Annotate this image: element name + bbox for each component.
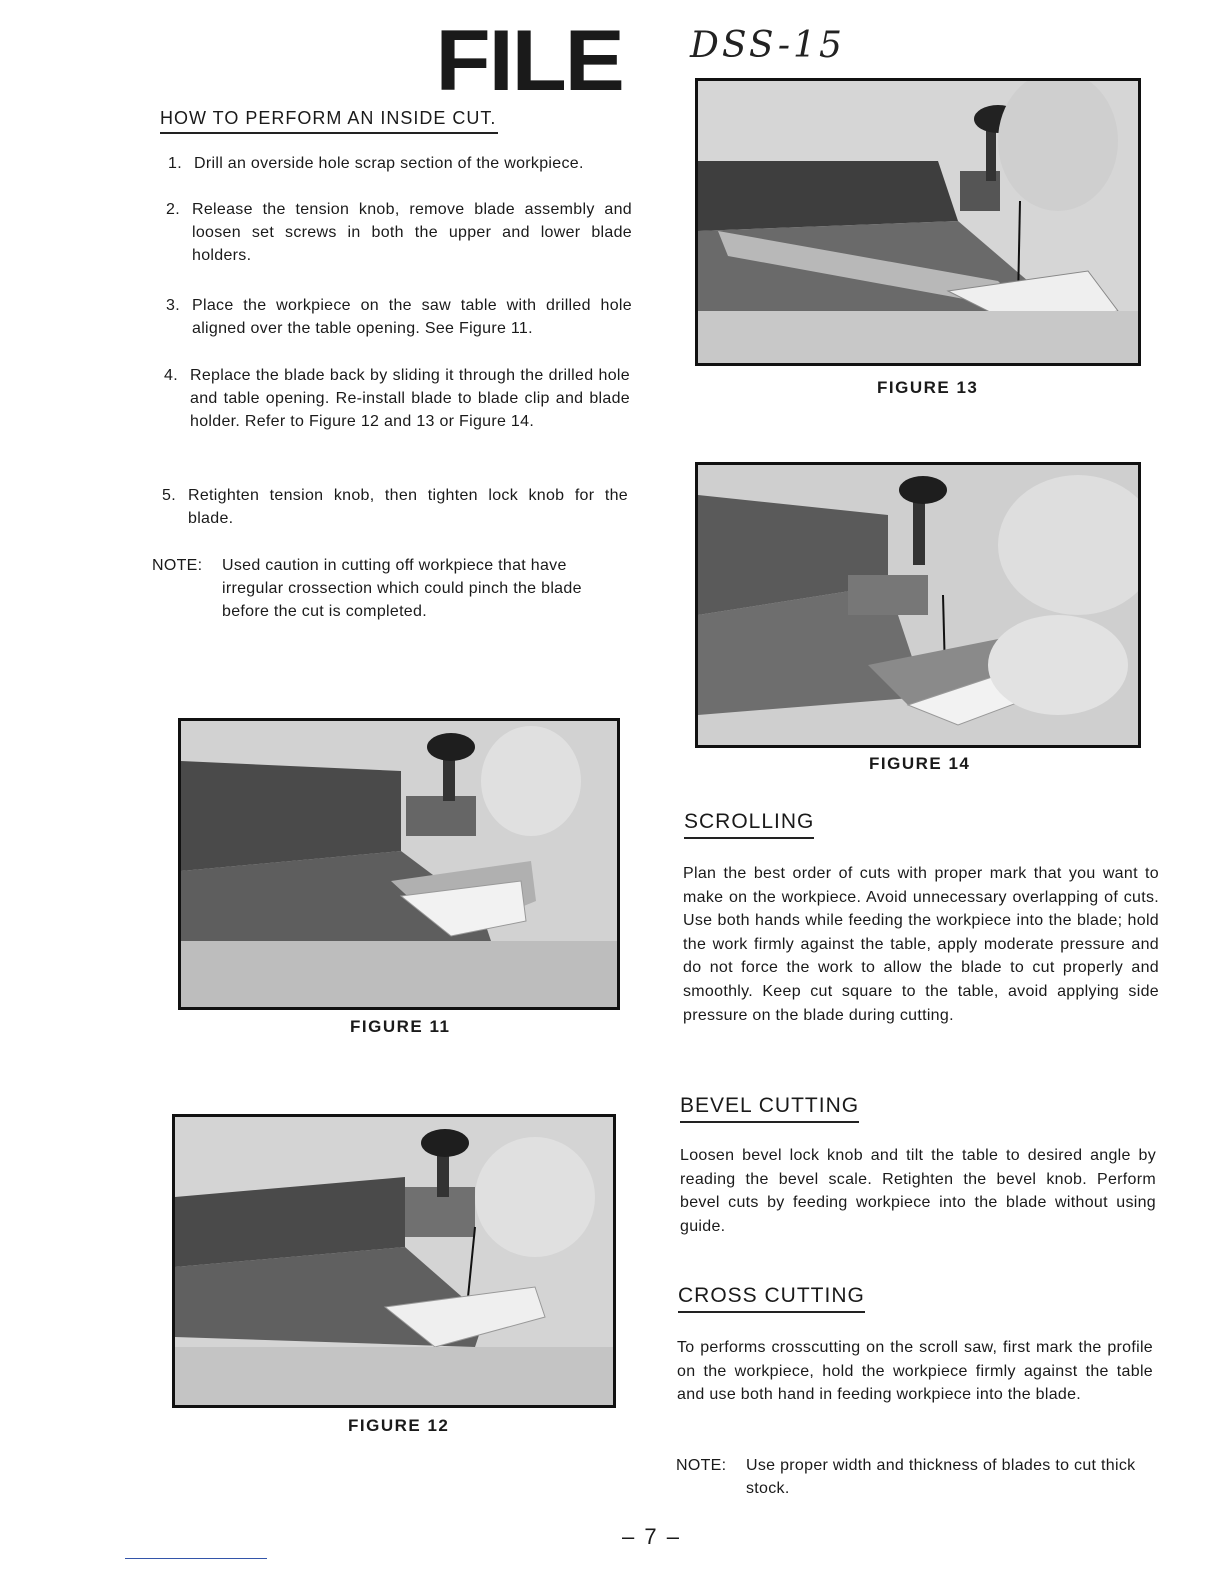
bevel-cutting-text: Loosen bevel lock knob and tilt the table to desired angle by reading the bevel scale. Retighten the bevel knob. Perform bevel cuts by feeding workpiece into the blade without using guide. (680, 1147, 1156, 1235)
step-4: 4. Replace the blade back by sliding it through the drilled hole and table opening. Re-install blade to blade clip and blade holder. Refer to Figure 12 and 13 or Figure 14. (164, 367, 630, 430)
figure-12-caption: FIGURE 12 (348, 1416, 450, 1435)
figure-12-photo (172, 1114, 616, 1408)
inside-cut-note: NOTE: Used caution in cutting off workpiece that have irregular crossection which could pinch the blade before the cut is completed. (152, 557, 582, 620)
figure-11-caption: FIGURE 11 (350, 1017, 451, 1036)
figure-11-photo (178, 718, 620, 1010)
bevel-cutting-heading: BEVEL CUTTING (680, 1094, 859, 1123)
file-stamp: FILE (435, 13, 623, 109)
cross-cutting-text: To performs crosscutting on the scroll saw, first mark the profile on the workpiece, hold the workpiece firmly against the table and use both hand in feeding workpiece into the blade. (677, 1339, 1153, 1404)
figure-13-photo (695, 78, 1141, 366)
figure-13-caption: FIGURE 13 (877, 378, 979, 397)
step-2: 2. Release the tension knob, remove blade assembly and loosen set screws in both the upper and lower blade holders. (166, 201, 632, 264)
cross-cutting-note: NOTE: Use proper width and thickness of blades to cut thick stock. (676, 1457, 1136, 1497)
step-1: 1. Drill an overside hole scrap section of the workpiece. (168, 155, 584, 172)
page-number: – 7 – (622, 1524, 681, 1549)
step-5: 5. Retighten tension knob, then tighten lock knob for the blade. (162, 487, 628, 527)
scrolling-text: Plan the best order of cuts with proper mark that you want to make on the workpiece. Avoid unnecessary overlapping of cuts. Use both hands while feeding the workpiece into the blade; hold the work firmly against the table, apply moderate pressure and do not force the work to allow the blade to cut properly and smoothly. Keep cut square to the table, avoid applying side pressure on the blade during cutting. (683, 865, 1159, 1024)
figure-14-caption: FIGURE 14 (869, 754, 971, 773)
scrolling-heading: SCROLLING (684, 810, 814, 839)
handwritten-model-code: DSS-15 (690, 25, 845, 66)
footer-rule (125, 1558, 267, 1559)
cross-cutting-heading: CROSS CUTTING (678, 1284, 865, 1313)
step-3: 3. Place the workpiece on the saw table with drilled hole aligned over the table opening. See Figure 11. (166, 297, 632, 337)
figure-14-photo (695, 462, 1141, 748)
inside-cut-heading: HOW TO PERFORM AN INSIDE CUT. (160, 108, 498, 134)
